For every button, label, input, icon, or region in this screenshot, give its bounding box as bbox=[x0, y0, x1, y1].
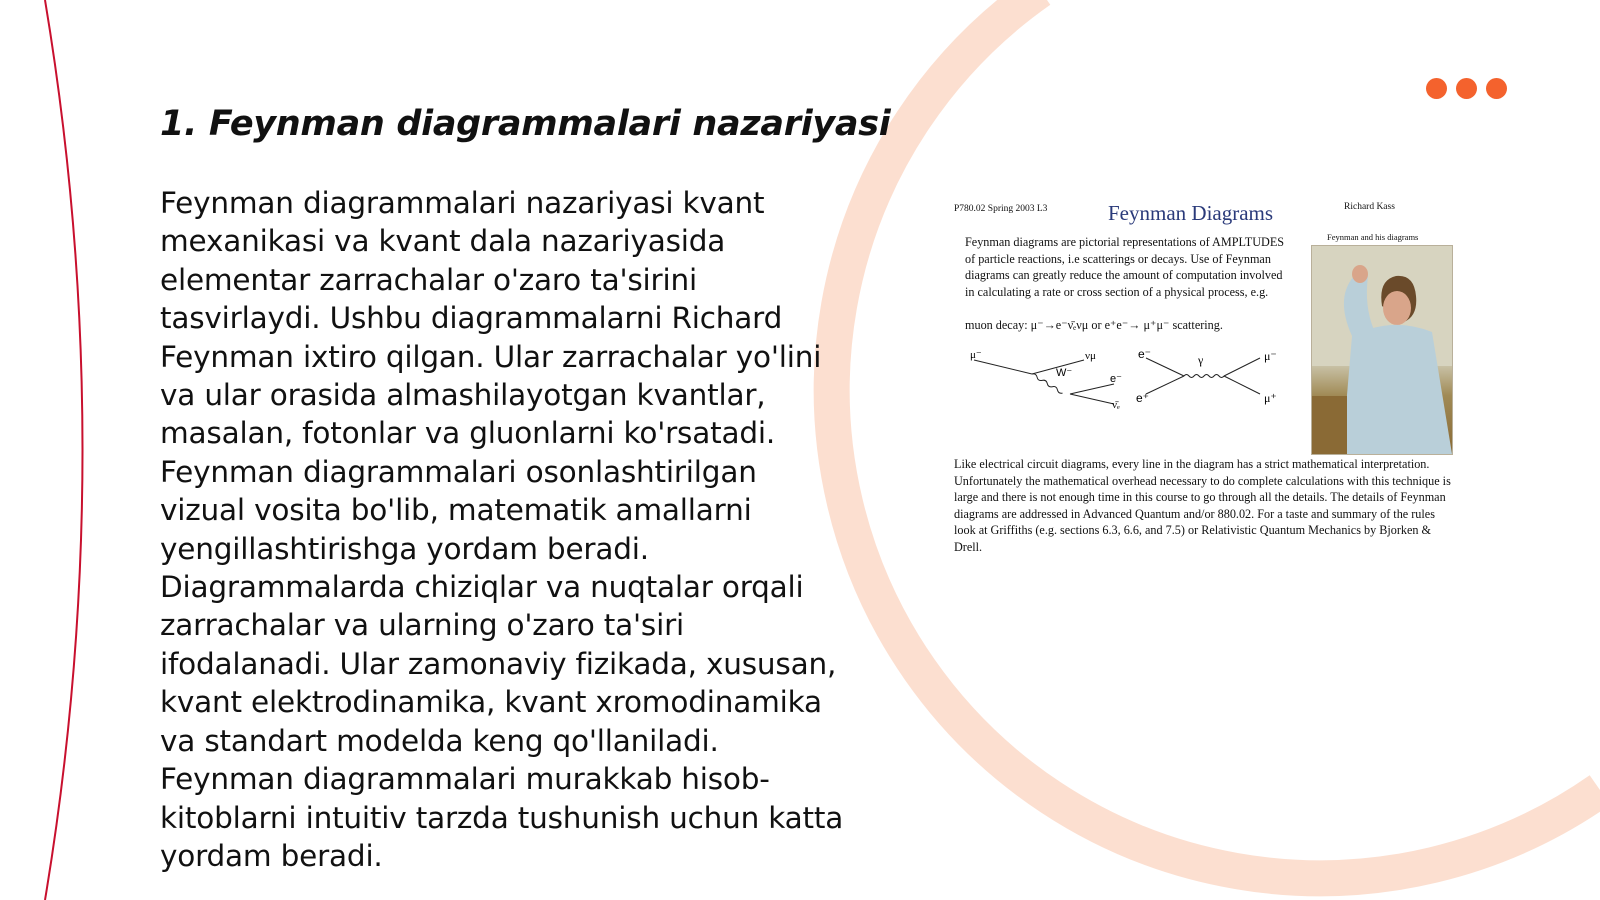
figure-title: Feynman Diagrams bbox=[1108, 201, 1274, 225]
figure-decay-line: muon decay: μ⁻→e⁻ν̄ₑνμ or e⁺e⁻→ μ⁺μ⁻ scattering. bbox=[965, 318, 1223, 332]
feynman-figure bbox=[952, 194, 1460, 574]
figure-outro-text: Like electrical circuit diagrams, every line in the diagram has a strict mathematical interpretation. Unfortunately the mathematical overhead necessary to do complete calculations with this technique is large and there is not enough time in this course to go through all the details. The details of Feynman diagrams are addressed in Advanced Quantum and/or 880.02. For a taste and summary of the rules look at Griffiths (e.g. sections 6.3, 6.6, and 7.5) or Relativistic Quantum Mechanics by Bjorken & Drell. bbox=[954, 457, 1451, 554]
photo-caption: Feynman and his diagrams bbox=[1327, 232, 1419, 242]
dot-icon bbox=[1486, 78, 1507, 99]
slide-title: 1. Feynman diagrammalari nazariyasi bbox=[160, 104, 891, 144]
dot-icon bbox=[1456, 78, 1477, 99]
scattering-diagram bbox=[1136, 347, 1277, 405]
decorative-red-line bbox=[45, 0, 83, 900]
muon-decay-diagram bbox=[970, 349, 1122, 411]
label-mu-plus-out: μ⁺ bbox=[1264, 391, 1277, 405]
label-gamma: γ bbox=[1198, 353, 1204, 367]
label-e-minus: e⁻ bbox=[1138, 347, 1152, 361]
figure-intro-text: Feynman diagrams are pictorial representations of AMPLTUDES of particle reactions, i.e scatterings or decays. Use of Feynman diagrams can greatly reduce the amount of computation involved in calculating a rate or cross section of a physical process, e.g. bbox=[965, 235, 1285, 299]
label-e-plus: e⁺ bbox=[1136, 391, 1150, 405]
label-nu-e-bar: ν̄ₑ bbox=[1112, 399, 1120, 411]
figure-course-label: P780.02 Spring 2003 L3 bbox=[954, 204, 1048, 214]
label-e-out: e⁻ bbox=[1110, 373, 1122, 385]
label-w: W⁻ bbox=[1056, 367, 1073, 379]
decorative-dots bbox=[1426, 78, 1507, 100]
feynman-diagrams bbox=[952, 346, 1292, 456]
feynman-photo bbox=[1311, 245, 1453, 455]
slide-body-text: Feynman diagrammalari nazariyasi kvant mexanikasi va kvant dala nazariyasida elementar zarrachalar o'zaro ta'sirini tasvirlaydi. Ushbu diagrammalarni Richard Feynman ixtiro qilgan. Ular zarrachalar yo'lini va ular orasida almashilayotgan kvantlar, masalan, fotonlar va gluonlarni ko'rsatadi. Feynman diagrammalari osonlashtirilgan vizual vosita bo'lib, matematik amallarni yengillashtirishga yordam beradi. Diagrammalarda chiziqlar va nuqtalar orqali zarrachalar va ularning o'zaro ta'siri ifodalanadi. Ular zamonaviy fizikada, xususan, kvant elektrodinamika, kvant xromodinamika va standart modelda keng qo'llaniladi. Feynman diagrammalari murakkab hisob-kitoblarni intuitiv tarzda tushunish uchun katta yordam beradi. bbox=[160, 186, 844, 873]
figure-author: Richard Kass bbox=[1344, 202, 1395, 212]
person-silhouette-icon bbox=[1312, 246, 1452, 454]
label-mu-in: μ⁻ bbox=[970, 349, 982, 361]
label-mu-minus-out: μ⁻ bbox=[1264, 349, 1277, 363]
dot-icon bbox=[1426, 78, 1447, 99]
label-nu-mu: νμ bbox=[1085, 350, 1096, 362]
